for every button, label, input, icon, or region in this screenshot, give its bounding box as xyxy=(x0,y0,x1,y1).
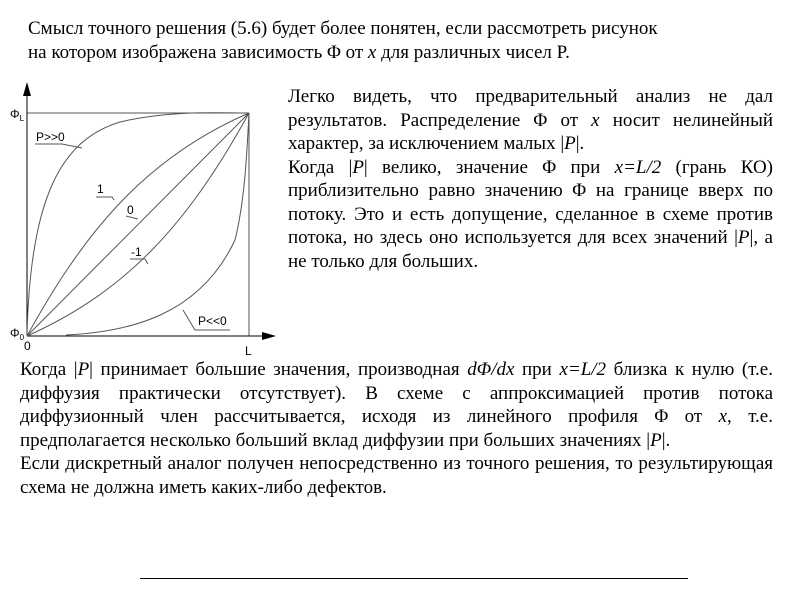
curve-p-much-less-0 xyxy=(66,113,249,335)
intro-paragraph: Смысл точного решения (5.6) будет более понятен, если рассмотреть рисунок на котором изображена зависимость Φ от x для различных чисел P. xyxy=(28,18,658,63)
y-axis-arrow-icon xyxy=(23,82,31,96)
label-p-1: 1 xyxy=(97,182,104,196)
leader-1 xyxy=(96,197,114,200)
phi-l-label: $\Phi_L$ xyxy=(10,107,25,123)
x-origin-label: 0 xyxy=(24,339,31,353)
label-p-much-less-0: P<<0 xyxy=(198,314,227,328)
leader-p-much-greater-0 xyxy=(35,144,82,148)
right-paragraph: Легко видеть, что предварительный анализ не дал результатов. Распределение Φ от x носит нелинейный характер, за исключением малых |P|. Когда |P| велико, значение Φ при x=L/2 (грань КО) приблизительно равно значению Φ на границе вверх по потоку. Это и есть допущение, сделанное в схеме против потока, но здесь оно используется для всех значений |P|, а не только для больших. xyxy=(288,86,774,272)
label-p-much-greater-0: P>>0 xyxy=(36,130,65,144)
phi-profile-diagram xyxy=(0,80,290,370)
curve-p-0 xyxy=(27,113,249,336)
bottom-paragraph: Когда |P| принимает большие значения, производная dΦ/dx при x=L/2 близка к нулю (т.е. диффузия практически отсутствует). В схеме с аппроксимацией против потока диффузионный член рассчитывается, исходя из линейного профиля Φ от x, т.е. предполагается несколько больший вклад диффузии при больших значениях |P|. Если дискретный аналог получен непосредственно из точного решения, то результирующая схема не должна иметь каких-либо дефектов. xyxy=(20,359,773,498)
footer-divider xyxy=(140,578,688,579)
x-end-label: L xyxy=(245,344,252,358)
phi-0-label: $\Phi_0$ xyxy=(10,326,25,342)
label-p-minus-1: -1 xyxy=(131,245,142,259)
x-axis-arrow-icon xyxy=(262,332,276,340)
label-p-0: 0 xyxy=(127,203,134,217)
